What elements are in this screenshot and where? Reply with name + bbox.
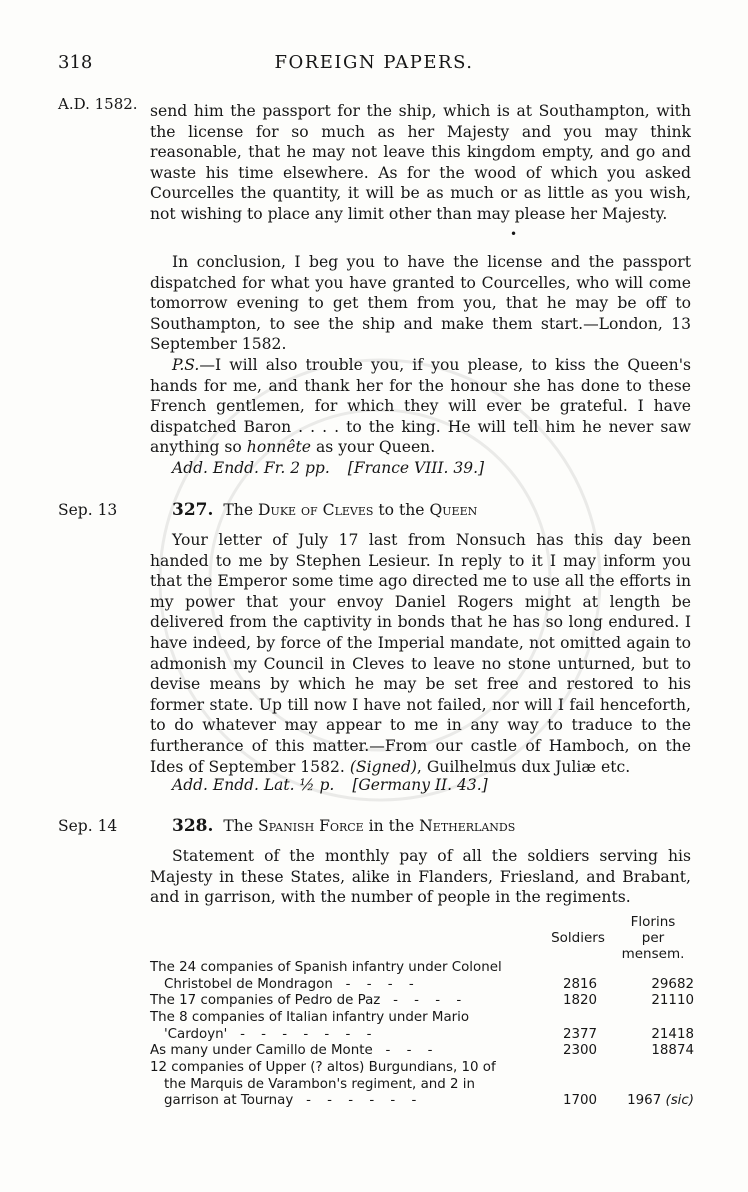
- signature: , Guilhelmus dux Juliæ etc.: [416, 757, 631, 776]
- entry-number: 328.: [172, 816, 214, 836]
- endorsement-reference: [Germany II. 43.]: [352, 776, 488, 794]
- margin-year: A.D. 1582.: [58, 95, 138, 113]
- ps-text-italic: honnête: [246, 438, 312, 457]
- table-row: [150, 993, 542, 1010]
- entry-327-body: [150, 530, 691, 777]
- dash-leader: - - -: [385, 1043, 439, 1058]
- dash-leader: - - - -: [345, 976, 420, 992]
- entry-heading-328: 328. The Spanish Force in the Netherlands: [172, 816, 516, 836]
- endorsement: [172, 776, 488, 794]
- endorsement: [172, 459, 484, 477]
- postscript-paragraph: [150, 355, 691, 458]
- ps-label: P.S.: [172, 356, 200, 374]
- ps-text-a: —I will also trouble you, if you please, to kiss the Queen's hands for me, and thank her for the honour she has done to these French gentlemen, for which they will ever be grateful. I have dispatched Baron . . . . to the king. He will tell him he never saw anything so: [150, 356, 691, 457]
- cell-soldiers: 1820: [562, 993, 598, 1008]
- row-label-cont: garrison at Tournay - - - - - -: [164, 1093, 423, 1108]
- row-label: 12 companies of Upper (? altos) Burgundians, 10 of: [150, 1060, 496, 1075]
- row-label: The 17 companies of Pedro de Paz - - - -: [150, 993, 468, 1008]
- row-label: As many under Camillo de Monte - - -: [150, 1043, 439, 1058]
- row-label: The 8 companies of Italian infantry under Mario: [150, 1010, 470, 1025]
- endorsement-text: Add. Endd. Fr. 2 pp.: [172, 459, 330, 477]
- cell-florins: 29682: [651, 977, 694, 992]
- table-row: [150, 960, 542, 993]
- column-header-florins: Florins per mensem.: [621, 914, 685, 962]
- entry-heading-327: 327. The Duke of Cleves to the Queen: [172, 500, 478, 520]
- letter-paragraph: send him the passport for the ship, which is at Southampton, with the license for so much as her Majesty and you may think reasonable, that he may not leave this kingdom empty, and go and waste his time elsewhere. As for the wood of which you asked Courcelles the quantity, it will be as much or as little as you wish, not wishing to place any limit other than may please her Majesty.: [150, 102, 691, 223]
- entry-text: Your letter of July 17 last from Nonsuch has this day been handed to me by Stephen Lesieur. In reply to it I may inform you that the Emperor some time ago directed me to use all the efforts in my power that your envoy Daniel Rogers might at length be delivered from the captivity in bonds that he has so long endured. I have indeed, by force of the Imperial mandate, not omitted again to admonish my Council in Cleves to leave no stone unturned, but to devise means by which he may be set free and restored to his former state. Up till now I have not failed, nor will I fail henceforth, to do whatever may appear to me in any way to traduce to the furtherance of this matter.—From our castle of Hamboch, on the Ides of September 1582.: [150, 531, 691, 776]
- cell-florins: 18874: [651, 1043, 694, 1058]
- endorsement-text: Add. Endd. Lat. ½ p.: [172, 776, 335, 794]
- margin-date-328: Sep. 14: [58, 817, 118, 835]
- endorsement-reference: [France VIII. 39.]: [347, 459, 485, 477]
- cell-florins: 21418: [651, 1027, 694, 1042]
- entry-title-name: Queen: [429, 501, 478, 519]
- column-header-soldiers: Soldiers: [551, 930, 605, 946]
- cell-soldiers: 1700: [562, 1093, 598, 1108]
- row-label-cont: the Marquis de Varambon's regiment, and 2 in: [164, 1076, 476, 1092]
- entry-title-name: Netherlands: [419, 817, 516, 835]
- sic-note: (sic): [665, 1093, 694, 1108]
- letter-paragraph: In conclusion, I beg you to have the license and the passport dispatched for what you have granted to Courcelles, who will come tomorrow evening to get them from you, that he may be off to Southampton, to see the ship and make them start.—London, 13 September 1582.: [150, 253, 691, 354]
- row-label: The 24 companies of Spanish infantry under Colonel: [150, 960, 502, 975]
- table-row: [150, 1060, 542, 1110]
- cell-florins: 21110: [651, 993, 694, 1008]
- dash-leader: - - - -: [393, 993, 468, 1008]
- table-row: [150, 1043, 542, 1060]
- running-title: FOREIGN PAPERS.: [274, 52, 474, 73]
- entry-number: 327.: [172, 500, 214, 520]
- table-row: [150, 1010, 542, 1043]
- cell-florins: 1967 (sic): [627, 1093, 694, 1108]
- entry-328-intro: Statement of the monthly pay of all the soldiers serving his Majesty in these States, alike in Flanders, Friesland, and Brabant, and in garrison, with the number of people in the regiments.: [150, 847, 691, 907]
- margin-date-327: Sep. 13: [58, 501, 118, 519]
- ps-text-b: as your Queen.: [311, 438, 436, 457]
- row-label-cont: Christobel de Mondragon - - - -: [164, 976, 420, 992]
- dash-leader: - - - - - - -: [240, 1026, 378, 1042]
- entry-title-name: Spanish Force: [258, 817, 364, 835]
- row-label-cont: 'Cardoyn' - - - - - - -: [164, 1026, 378, 1042]
- entry-title-name: Duke of Cleves: [258, 501, 374, 519]
- cell-soldiers: 2300: [562, 1043, 598, 1058]
- signed-label: (Signed): [349, 757, 417, 776]
- cell-soldiers: 2377: [562, 1027, 598, 1042]
- dash-leader: - - - - - -: [306, 1093, 423, 1108]
- stray-dot: •: [510, 227, 518, 241]
- page-number: 318: [58, 52, 93, 73]
- cell-soldiers: 2816: [562, 977, 598, 992]
